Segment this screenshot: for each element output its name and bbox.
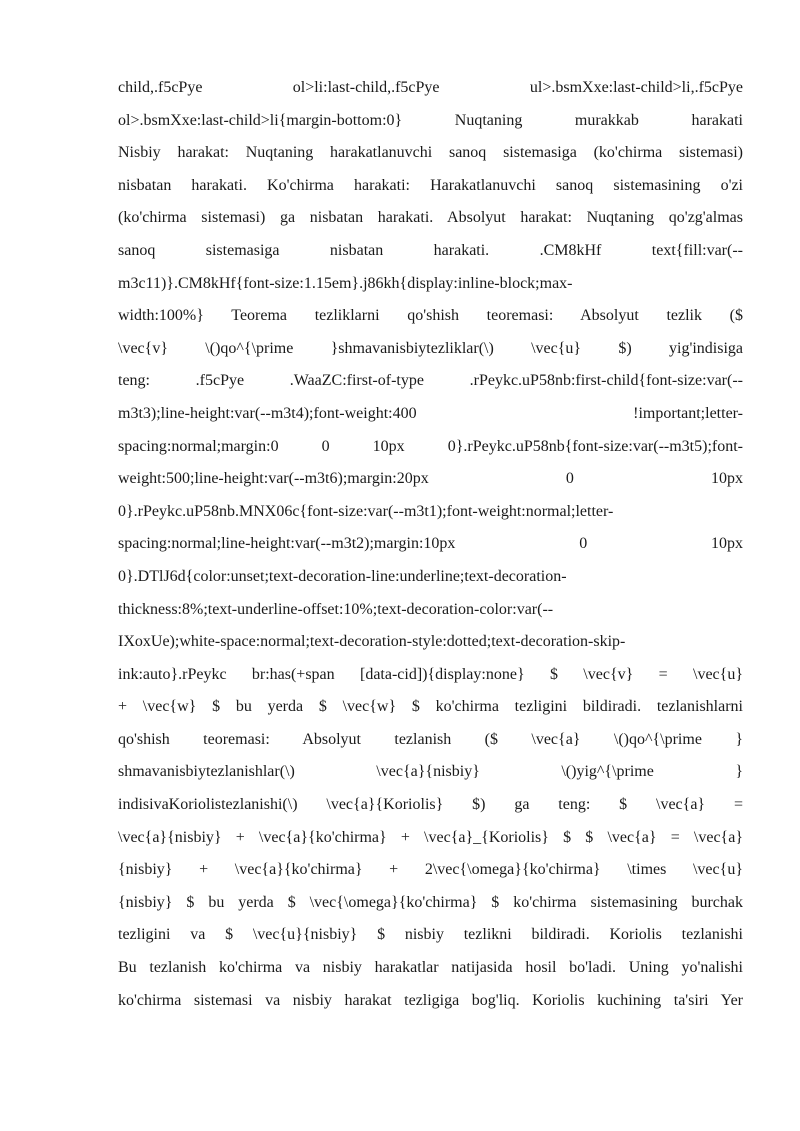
text-line: {nisbiy} + \vec{a}{ko'chirma} + 2\vec{\omega}{ko'chirma} \times \vec{u}	[118, 861, 743, 879]
text-line: {nisbiy} $ bu yerda $ \vec{\omega}{ko'chirma} $ ko'chirma sistemasining burchak	[118, 893, 743, 911]
text-line: width:100%} Teorema tezliklarni qo'shish teoremasi: Absolyut tezlik ($	[118, 307, 743, 325]
body-text	[118, 72, 743, 1017]
text-line: spacing:normal;margin:0 0 10px 0}.rPeykc.uP58nb{font-size:var(--m3t5);font-	[118, 437, 743, 455]
text-line: Bu tezlanish ko'chirma va nisbiy harakatlar natijasida hosil bo'ladi. Uning yo'nalishi	[118, 959, 743, 977]
text-line: + \vec{w} $ bu yerda $ \vec{w} $ ko'chirma tezligini bildiradi. tezlanishlarni	[118, 698, 743, 716]
text-line: sanoq sistemasiga nisbatan harakati. .CM8kHf text{fill:var(--	[118, 241, 743, 259]
text-line: 0}.rPeykc.uP58nb.MNX06c{font-size:var(--m3t1);font-weight:normal;letter-	[118, 502, 614, 520]
text-line: thickness:8%;text-underline-offset:10%;text-decoration-color:var(--	[118, 600, 554, 618]
text-line: teng: .f5cPye .WaaZC:first-of-type .rPeykc.uP58nb:first-child{font-size:var(--	[118, 372, 743, 390]
text-line: \vec{a}{nisbiy} + \vec{a}{ko'chirma} + \vec{a}_{Koriolis} $ $ \vec{a} = \vec{a}	[118, 828, 743, 846]
text-line: ol>.bsmXxe:last-child>li{margin-bottom:0} Nuqtaning murakkab harakati	[118, 111, 743, 129]
text-line: child,.f5cPye ol>li:last-child,.f5cPye ul>.bsmXxe:last-child>li,.f5cPye	[118, 79, 743, 96]
text-line: shmavanisbiytezlanishlar(\) \vec{a}{nisbiy} \()yig^{\prime }	[118, 763, 743, 781]
text-line: (ko'chirma sistemasi) ga nisbatan harakati. Absolyut harakat: Nuqtaning qo'zg'almas	[118, 209, 743, 227]
text-line: spacing:normal;line-height:var(--m3t2);margin:10px 0 10px	[118, 535, 743, 553]
text-line: nisbatan harakati. Ko'chirma harakati: Harakatlanuvchi sanoq sistemasining o'zi	[118, 176, 743, 194]
text-line: qo'shish teoremasi: Absolyut tezlanish ($ \vec{a} \()qo^{\prime }	[118, 730, 743, 748]
text-line: weight:500;line-height:var(--m3t6);margin:20px 0 10px	[118, 470, 743, 488]
text-line: ink:auto}.rPeykc br:has(+span [data-cid]){display:none} $ \vec{v} = \vec{u}	[118, 665, 743, 683]
text-line: ko'chirma sistemasi va nisbiy harakat tezligiga bog'liq. Koriolis kuchining ta'siri Yer	[118, 991, 743, 1009]
text-line: m3t3);line-height:var(--m3t4);font-weight:400 !important;letter-	[118, 404, 743, 422]
text-line: IXoxUe);white-space:normal;text-decoration-style:dotted;text-decoration-skip-	[118, 633, 626, 651]
text-line: m3c11)}.CM8kHf{font-size:1.15em}.j86kh{display:inline-block;max-	[118, 274, 573, 292]
text-line: indisivaKoriolistezlanishi(\) \vec{a}{Koriolis} $) ga teng: $ \vec{a} =	[118, 796, 743, 814]
text-line: tezligini va $ \vec{u}{nisbiy} $ nisbiy tezlikni bildiradi. Koriolis tezlanishi	[118, 926, 743, 944]
text-line: \vec{v} \()qo^{\prime }shmavanisbiytezliklar(\) \vec{u} $) yig'indisiga	[118, 339, 743, 357]
text-line: Nisbiy harakat: Nuqtaning harakatlanuvchi sanoq sistemasiga (ko'chirma sistemasi)	[118, 144, 743, 162]
text-line: 0}.DTlJ6d{color:unset;text-decoration-line:underline;text-decoration-	[118, 567, 567, 585]
